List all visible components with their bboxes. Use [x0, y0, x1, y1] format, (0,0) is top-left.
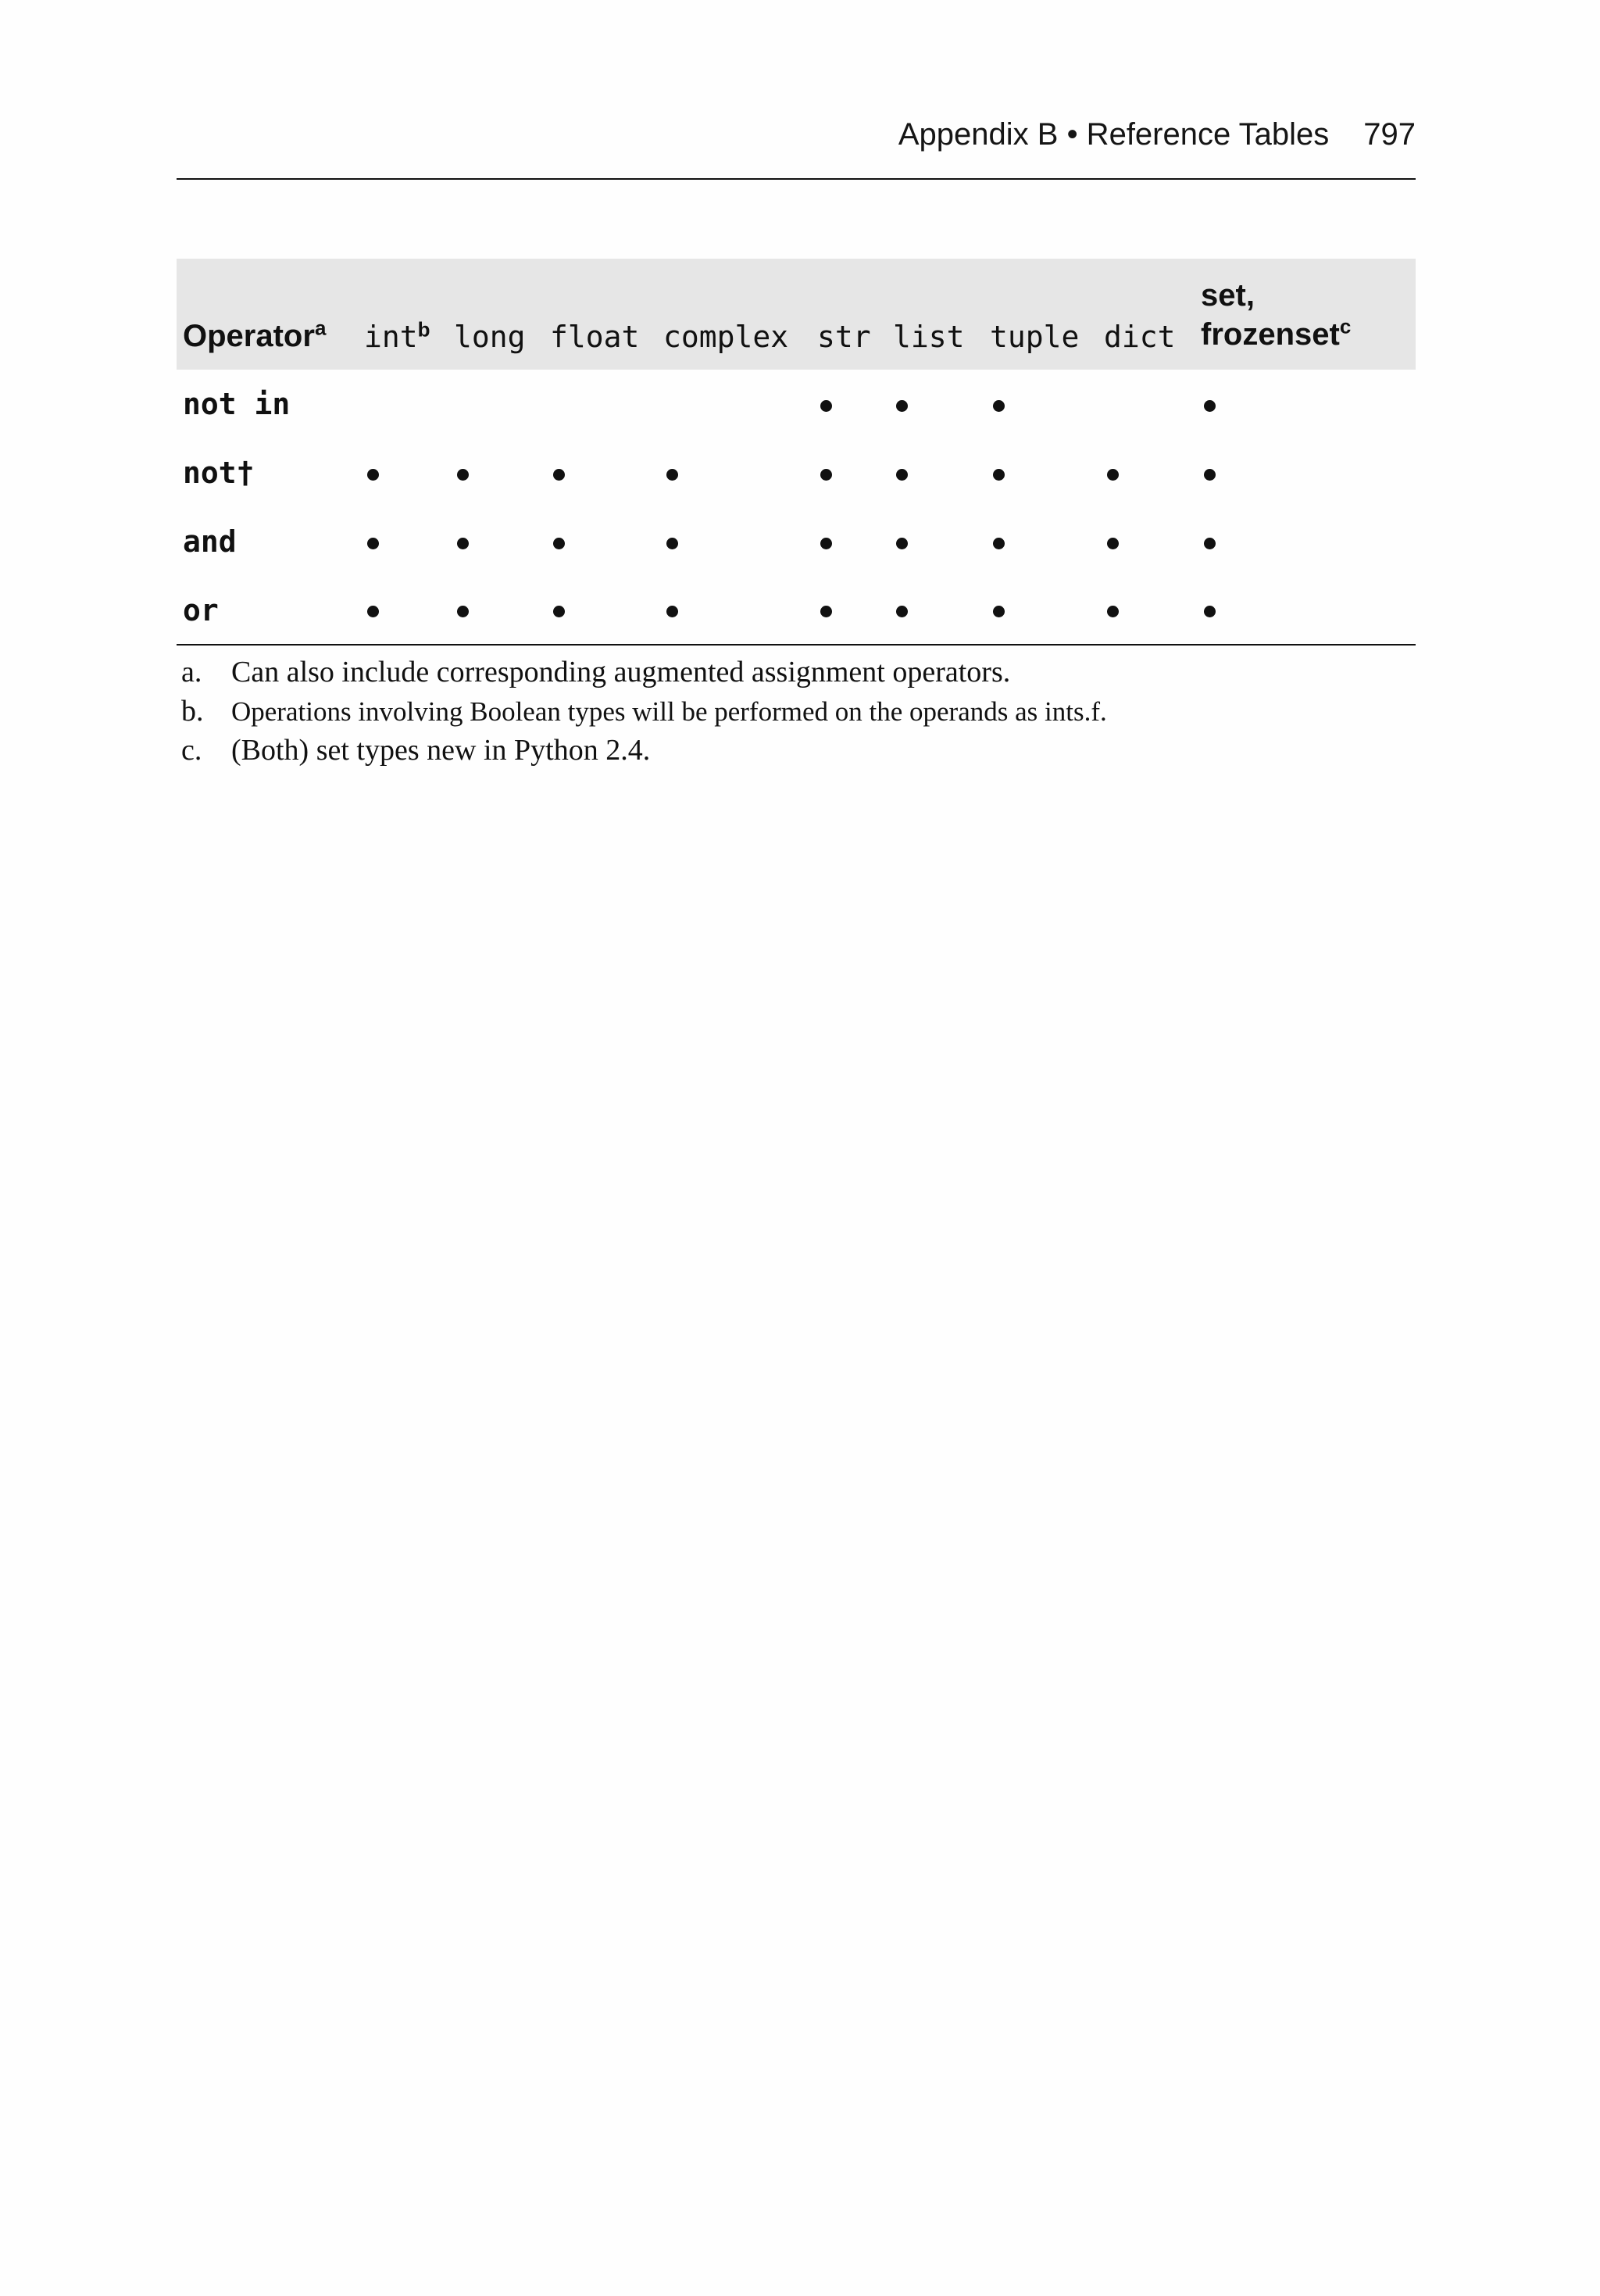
- support-cell: [893, 438, 990, 507]
- footnote-b: b. Operations involving Boolean types will be performed on the operands as ints.f.: [181, 695, 1107, 728]
- supported-dot-icon: [553, 469, 565, 481]
- supported-dot-icon: [820, 538, 832, 549]
- support-cell: [550, 370, 663, 438]
- support-cell: [364, 438, 454, 507]
- operator-cell: not†: [183, 456, 255, 490]
- support-cell: [893, 507, 990, 576]
- supported-dot-icon: [1107, 469, 1119, 481]
- support-cell: [1104, 438, 1201, 507]
- supported-dot-icon: [820, 606, 832, 617]
- support-cell: [663, 507, 817, 576]
- support-cell: [454, 576, 550, 645]
- col-header-dict: dict: [1104, 320, 1176, 354]
- support-cell: [1201, 576, 1416, 645]
- supported-dot-icon: [820, 469, 832, 481]
- col-header-list: list: [893, 320, 965, 354]
- support-cell: [550, 438, 663, 507]
- col-header-tuple: tuple: [990, 320, 1080, 354]
- support-cell: [454, 438, 550, 507]
- supported-dot-icon: [1204, 538, 1216, 549]
- col-header-complex: complex: [663, 320, 789, 354]
- table-row: [177, 370, 1416, 438]
- supported-dot-icon: [993, 400, 1005, 412]
- support-cell: [990, 438, 1104, 507]
- support-cell: [454, 507, 550, 576]
- table-row: [177, 576, 1416, 645]
- supported-dot-icon: [666, 469, 678, 481]
- supported-dot-icon: [1204, 469, 1216, 481]
- supported-dot-icon: [666, 538, 678, 549]
- table-row: [177, 507, 1416, 576]
- footnote-a: a. Can also include corresponding augmented assignment operators.: [181, 656, 1011, 688]
- support-cell: [1104, 370, 1201, 438]
- supported-dot-icon: [896, 400, 908, 412]
- page-number: 797: [1363, 117, 1416, 152]
- col-header-operator: Operator$^a$: [183, 316, 327, 353]
- col-header-float: float: [550, 320, 640, 354]
- col-header-long: long: [454, 320, 526, 354]
- supported-dot-icon: [1107, 606, 1119, 617]
- supported-dot-icon: [896, 606, 908, 617]
- supported-dot-icon: [1107, 538, 1119, 549]
- supported-dot-icon: [367, 469, 379, 481]
- support-cell: [817, 370, 893, 438]
- support-cell: [663, 576, 817, 645]
- operator-cell: and: [183, 524, 237, 559]
- support-cell: [663, 438, 817, 507]
- operator-cell: or: [183, 592, 219, 628]
- col-header-str: str: [817, 320, 871, 354]
- support-cell: [1201, 370, 1416, 438]
- support-cell: [1104, 507, 1201, 576]
- supported-dot-icon: [666, 606, 678, 617]
- supported-dot-icon: [820, 400, 832, 412]
- operator-type-table: [177, 259, 1416, 646]
- footnotes: [181, 655, 1400, 767]
- support-cell: [1201, 507, 1416, 576]
- footnote-c: c. (Both) set types new in Python 2.4.: [181, 734, 651, 767]
- supported-dot-icon: [993, 606, 1005, 617]
- supported-dot-icon: [896, 469, 908, 481]
- page-header: [177, 117, 1416, 152]
- col-header-set-frozenset: set, frozenset$^c$: [1201, 278, 1352, 352]
- supported-dot-icon: [993, 538, 1005, 549]
- support-cell: [1201, 438, 1416, 507]
- support-cell: [550, 576, 663, 645]
- supported-dot-icon: [1204, 606, 1216, 617]
- supported-dot-icon: [457, 538, 469, 549]
- table-header-row: [177, 259, 1416, 370]
- running-title: Appendix B • Reference Tables: [898, 117, 1330, 152]
- supported-dot-icon: [553, 538, 565, 549]
- support-cell: [893, 576, 990, 645]
- col-header-int: int$^b$: [364, 317, 430, 354]
- supported-dot-icon: [1204, 400, 1216, 412]
- supported-dot-icon: [993, 469, 1005, 481]
- support-cell: [454, 370, 550, 438]
- support-cell: [817, 438, 893, 507]
- operator-cell: not in: [183, 387, 291, 421]
- support-cell: [893, 370, 990, 438]
- support-cell: [550, 507, 663, 576]
- support-cell: [817, 576, 893, 645]
- header-rule: [177, 178, 1416, 180]
- support-cell: [990, 507, 1104, 576]
- supported-dot-icon: [367, 606, 379, 617]
- table-row: [177, 438, 1416, 507]
- support-cell: [364, 507, 454, 576]
- support-cell: [990, 370, 1104, 438]
- supported-dot-icon: [457, 606, 469, 617]
- support-cell: [663, 370, 817, 438]
- support-cell: [817, 507, 893, 576]
- supported-dot-icon: [896, 538, 908, 549]
- support-cell: [1104, 576, 1201, 645]
- supported-dot-icon: [457, 469, 469, 481]
- supported-dot-icon: [553, 606, 565, 617]
- support-cell: [990, 576, 1104, 645]
- support-cell: [364, 370, 454, 438]
- support-cell: [364, 576, 454, 645]
- supported-dot-icon: [367, 538, 379, 549]
